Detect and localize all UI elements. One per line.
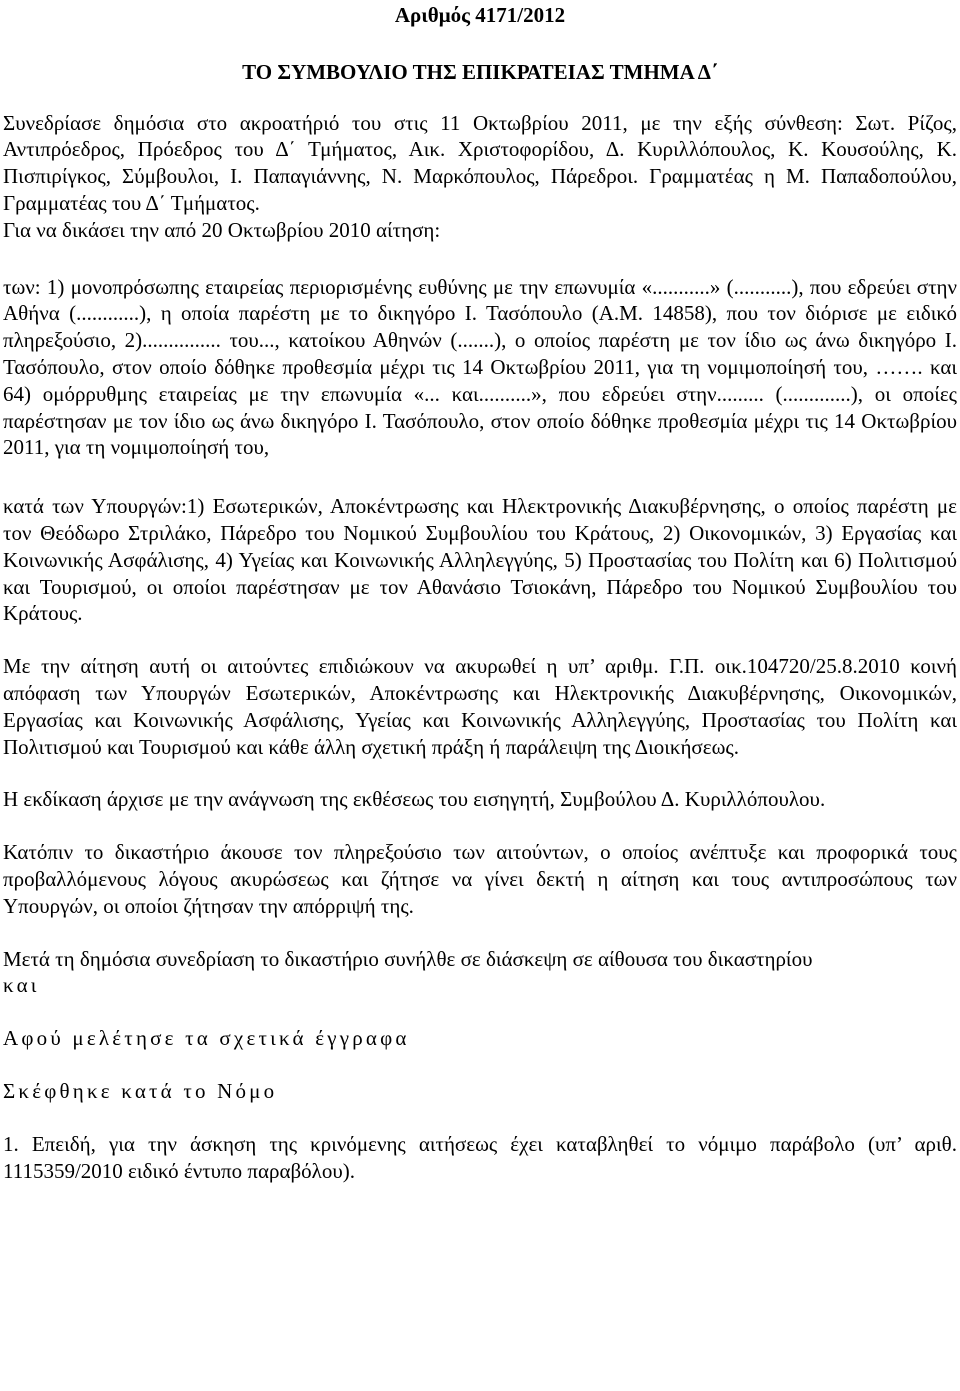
request-paragraph: Με την αίτηση αυτή οι αιτούντες επιδιώκουν να ακυρωθεί η υπ’ αριθμ. Γ.Π. οικ.104720/25.8.2010 κοινή απόφαση των Υπουργών Εσωτερικών, Αποκέντρωσης και Ηλεκτρονικής Διακυβέρνησης, Οικονομικών, Εργασίας και Κοινωνικής Ασφάλισης, Υγείας και Κοινωνικής Αλληλεγγύης, Προστασίας του Πολίτη και Πολιτισμού και Τουρισμού και κάθε άλλη σχετική πράξη ή παράλειψη της Διοικήσεως. <box>3 654 957 759</box>
after-hearing-paragraph <box>3 946 957 1000</box>
decision-number: Αριθμός 4171/2012 <box>394 3 566 27</box>
court-title: ΤΟ ΣΥΜΒΟΥΛΙΟ ΤΗΣ ΕΠΙΚΡΑΤΕΙΑΣ ΤΜΗΜΑ Δ΄ <box>242 59 718 84</box>
after-hearing-text: Μετά τη δημόσια συνεδρίαση το δικαστήριο συνήλθε σε διάσκεψη σε αίθουσα του δικαστηρίου <box>3 946 813 971</box>
point-one-paragraph: 1. Επειδή, για την άσκηση της κρινόμενης αιτήσεως έχει καταβληθεί το νόμιμο παράβολο (υπ’ αριθ. 1115359/2010 ειδικό έντυπο παραβόλου). <box>3 1131 957 1183</box>
read-documents-line: Αφού μελέτησε τα σχετικά έγγραφα <box>3 1026 410 1051</box>
hearing-started-paragraph: Η εκδίκαση άρχισε με την ανάγνωση της εκθέσεως του εισηγητή, Συμβούλου Δ. Κυριλλόπουλου. <box>3 787 826 812</box>
applicants-paragraph: των: 1) μονοπρόσωπης εταιρείας περιορισμένης ευθύνης με την επωνυμία «...........» (...........), που εδρεύει στην Αθήνα (............), η οποία παρέστη με το δικηγόρο Ι. Τασόπουλο (Α.Μ. 14858), που τον διόρισε με ειδικό πληρεξούσιο, 2)............... του..., κατοίκου Αθηνών (.......), ο οποίος παρέστη με τον ίδιο ως άνω δικηγόρο Ι. Τασόπουλο, στον οποίο δόθηκε προθεσμία μέχρι τις 14 Οκτωβρίου 2011, για τη νομιμοποίησή του, ……. και 64) ομόρρυθμης εταιρείας με την επωνυμία «... και..........», που εδρεύει στην......... (.............), οι οποίες παρέστησαν με τον ίδιο ως άνω δικηγόρο Ι. Τασόπουλο, στον οποίο δόθηκε προθεσμία μέχρι τις 14 Οκτωβρίου 2011, για τη νομιμοποίησή του, <box>3 274 957 460</box>
and-word: και <box>3 973 40 998</box>
court-heard-paragraph: Κατόπιν το δικαστήριο άκουσε τον πληρεξούσιο των αιτούντων, ο οποίος ανέπτυξε και προφορικά τους προβαλλόμενους λόγους ακυρώσεως και ζήτησε να γίνει δεκτή η αίτηση και τους αντιπροσώπους των Υπουργών, οι οποίοι ζήτησαν την απόρριψή της. <box>3 840 957 918</box>
respondents-paragraph: κατά των Υπουργών:1) Εσωτερικών, Αποκέντρωσης και Ηλεκτρονικής Διακυβέρνησης, ο οποίος παρέστη με τον Θεόδωρο Στριλάκο, Πάρεδρο του Νομικού Συμβουλίου του Κράτους, 2) Οικονομικών, 3) Εργασίας και Κοινωνικής Ασφάλισης, 4) Υγείας και Κοινωνικής Αλληλεγγύης, 5) Προστασίας του Πολίτη και 6) Πολιτισμού και Τουρισμού, οι οποίοι παρέστησαν με τον Αθανάσιο Τσιοκάνη, Πάρεδρο του Νομικού Συμβουλίου του Κράτους. <box>3 494 957 626</box>
considered-law-line: Σκέφθηκε κατά το Νόμο <box>3 1078 278 1103</box>
composition-paragraph: Συνεδρίασε δημόσια στο ακροατήριό του στις 11 Οκτωβρίου 2011, με την εξής σύνθεση: Σωτ. Ρίζος, Αντιπρόεδρος, Πρόεδρος του Δ΄ Τμήματος, Αικ. Χριστοφορίδου, Δ. Κυριλλόπουλος, Κ. Κουσούλης, Κ. Πισπιρίγκος, Σύμβουλοι, Ι. Παπαγιάννης, Ν. Μαρκόπουλος, Πάρεδροι. Γραμματέας η Μ. Παπαδοπούλου, Γραμματέας του Δ΄ Τμήματος. <box>3 110 957 215</box>
to-try-paragraph: Για να δικάσει την από 20 Οκτωβρίου 2010 αίτηση: <box>3 217 441 242</box>
